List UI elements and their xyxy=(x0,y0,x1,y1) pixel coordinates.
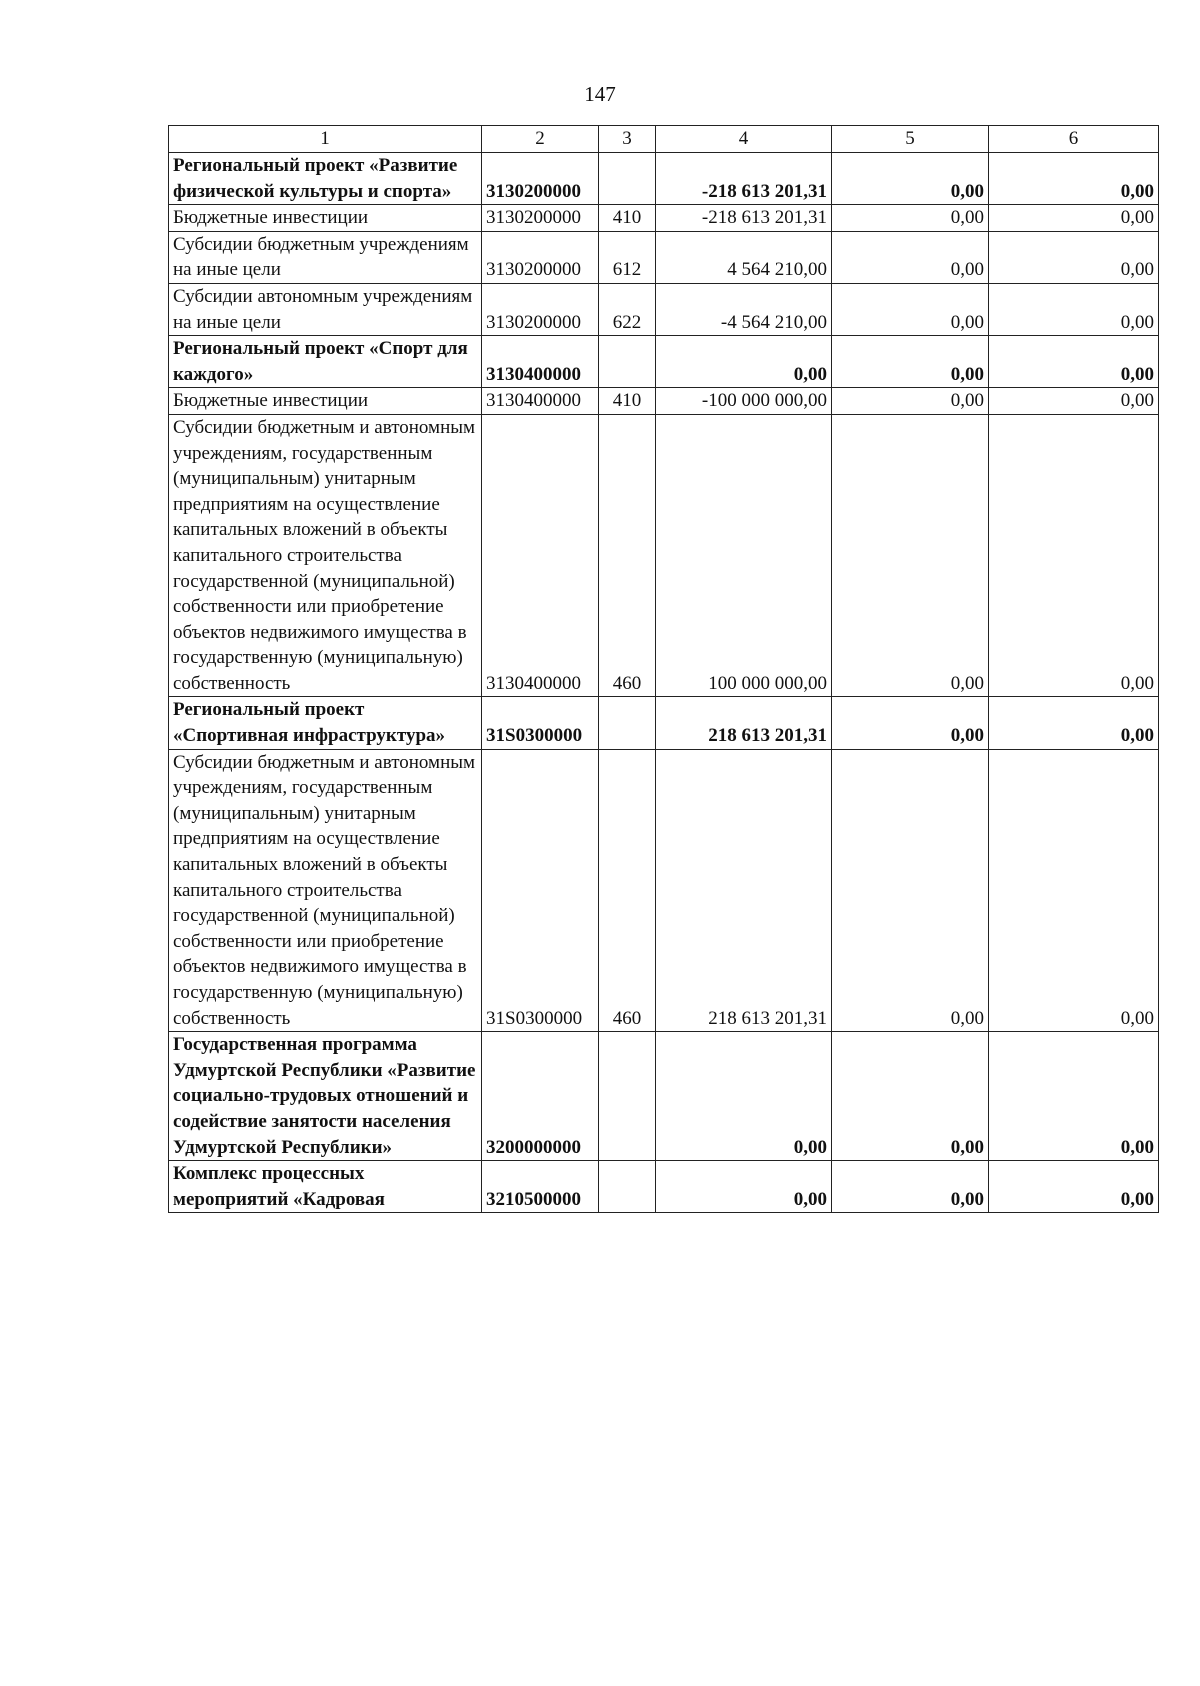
row-expense-type-cell: 622 xyxy=(599,283,656,335)
row-name-cell: Комплекс процессных мероприятий «Кадровая xyxy=(169,1161,482,1213)
row-name-cell: Бюджетные инвестиции xyxy=(169,205,482,232)
row-expense-type-cell xyxy=(599,1161,656,1213)
row-col5-cell: 0,00 xyxy=(832,1032,989,1161)
table-row xyxy=(169,153,1159,205)
row-code-cell: 3130400000 xyxy=(482,414,599,697)
row-expense-type-cell: 410 xyxy=(599,388,656,415)
row-name-cell: Субсидии бюджетным учреждениям на иные цели xyxy=(169,231,482,283)
row-code-cell: 3200000000 xyxy=(482,1032,599,1161)
row-name-cell: Региональный проект «Спорт для каждого» xyxy=(169,336,482,388)
row-name-cell: Бюджетные инвестиции xyxy=(169,388,482,415)
row-name-cell: Субсидии бюджетным и автономным учреждениям, государственным (муниципальным) унитарным предприятиям на осуществление капитальных вложений в объекты капитального строительства государственной (муниципальной) собственности или приобретение объектов недвижимого имущества в государственную (муниципальную) собственность xyxy=(169,414,482,697)
row-col6-cell: 0,00 xyxy=(989,283,1159,335)
row-expense-type-cell xyxy=(599,1032,656,1161)
row-expense-type-cell xyxy=(599,336,656,388)
header-cell: 5 xyxy=(832,126,989,153)
row-expense-type-cell: 612 xyxy=(599,231,656,283)
row-col5-cell: 0,00 xyxy=(832,388,989,415)
table-row xyxy=(169,231,1159,283)
row-expense-type-cell: 410 xyxy=(599,205,656,232)
row-amount-cell: 4 564 210,00 xyxy=(656,231,832,283)
row-code-cell: 3130200000 xyxy=(482,153,599,205)
row-col6-cell: 0,00 xyxy=(989,153,1159,205)
row-col6-cell: 0,00 xyxy=(989,1161,1159,1213)
row-col5-cell: 0,00 xyxy=(832,231,989,283)
row-amount-cell: -4 564 210,00 xyxy=(656,283,832,335)
row-col5-cell: 0,00 xyxy=(832,283,989,335)
row-name-cell: Региональный проект «Развитие физической культуры и спорта» xyxy=(169,153,482,205)
table-row xyxy=(169,1032,1159,1161)
header-cell: 4 xyxy=(656,126,832,153)
table-row xyxy=(169,414,1159,697)
header-cell: 1 xyxy=(169,126,482,153)
row-expense-type-cell: 460 xyxy=(599,414,656,697)
row-expense-type-cell: 460 xyxy=(599,749,656,1032)
row-amount-cell: -218 613 201,31 xyxy=(656,153,832,205)
row-code-cell: 31S0300000 xyxy=(482,697,599,749)
row-expense-type-cell xyxy=(599,697,656,749)
row-col5-cell: 0,00 xyxy=(832,697,989,749)
row-col5-cell: 0,00 xyxy=(832,749,989,1032)
row-col6-cell: 0,00 xyxy=(989,749,1159,1032)
row-amount-cell: -100 000 000,00 xyxy=(656,388,832,415)
row-col6-cell: 0,00 xyxy=(989,336,1159,388)
row-col6-cell: 0,00 xyxy=(989,414,1159,697)
header-cell: 2 xyxy=(482,126,599,153)
table-row xyxy=(169,697,1159,749)
row-name-cell: Региональный проект «Спортивная инфраструктура» xyxy=(169,697,482,749)
row-col6-cell: 0,00 xyxy=(989,205,1159,232)
table-row xyxy=(169,388,1159,415)
budget-table xyxy=(168,125,1159,1213)
header-cell: 3 xyxy=(599,126,656,153)
row-code-cell: 3210500000 xyxy=(482,1161,599,1213)
table-row xyxy=(169,283,1159,335)
row-amount-cell: 218 613 201,31 xyxy=(656,749,832,1032)
table-row xyxy=(169,1161,1159,1213)
header-cell: 6 xyxy=(989,126,1159,153)
row-name-cell: Субсидии бюджетным и автономным учреждениям, государственным (муниципальным) унитарным предприятиям на осуществление капитальных вложений в объекты капитального строительства государственной (муниципальной) собственности или приобретение объектов недвижимого имущества в государственную (муниципальную) собственность xyxy=(169,749,482,1032)
row-col6-cell: 0,00 xyxy=(989,231,1159,283)
row-amount-cell: 100 000 000,00 xyxy=(656,414,832,697)
budget-table-body xyxy=(169,126,1159,1213)
row-amount-cell: 218 613 201,31 xyxy=(656,697,832,749)
row-col6-cell: 0,00 xyxy=(989,1032,1159,1161)
row-col5-cell: 0,00 xyxy=(832,1161,989,1213)
table-header-row xyxy=(169,126,1159,153)
row-col6-cell: 0,00 xyxy=(989,697,1159,749)
row-col5-cell: 0,00 xyxy=(832,414,989,697)
row-code-cell: 3130400000 xyxy=(482,336,599,388)
row-amount-cell: 0,00 xyxy=(656,1161,832,1213)
row-name-cell: Государственная программа Удмуртской Республики «Развитие социально-трудовых отношений и содействие занятости населения Удмуртской Республики» xyxy=(169,1032,482,1161)
row-col6-cell: 0,00 xyxy=(989,388,1159,415)
row-col5-cell: 0,00 xyxy=(832,205,989,232)
row-amount-cell: 0,00 xyxy=(656,1032,832,1161)
row-col5-cell: 0,00 xyxy=(832,336,989,388)
row-code-cell: 3130400000 xyxy=(482,388,599,415)
row-name-cell: Субсидии автономным учреждениям на иные цели xyxy=(169,283,482,335)
table-row xyxy=(169,749,1159,1032)
table-row xyxy=(169,336,1159,388)
table-row xyxy=(169,205,1159,232)
row-code-cell: 3130200000 xyxy=(482,205,599,232)
row-code-cell: 31S0300000 xyxy=(482,749,599,1032)
row-code-cell: 3130200000 xyxy=(482,231,599,283)
row-amount-cell: 0,00 xyxy=(656,336,832,388)
row-amount-cell: -218 613 201,31 xyxy=(656,205,832,232)
row-expense-type-cell xyxy=(599,153,656,205)
page-number: 147 xyxy=(584,82,616,106)
row-code-cell: 3130200000 xyxy=(482,283,599,335)
row-col5-cell: 0,00 xyxy=(832,153,989,205)
